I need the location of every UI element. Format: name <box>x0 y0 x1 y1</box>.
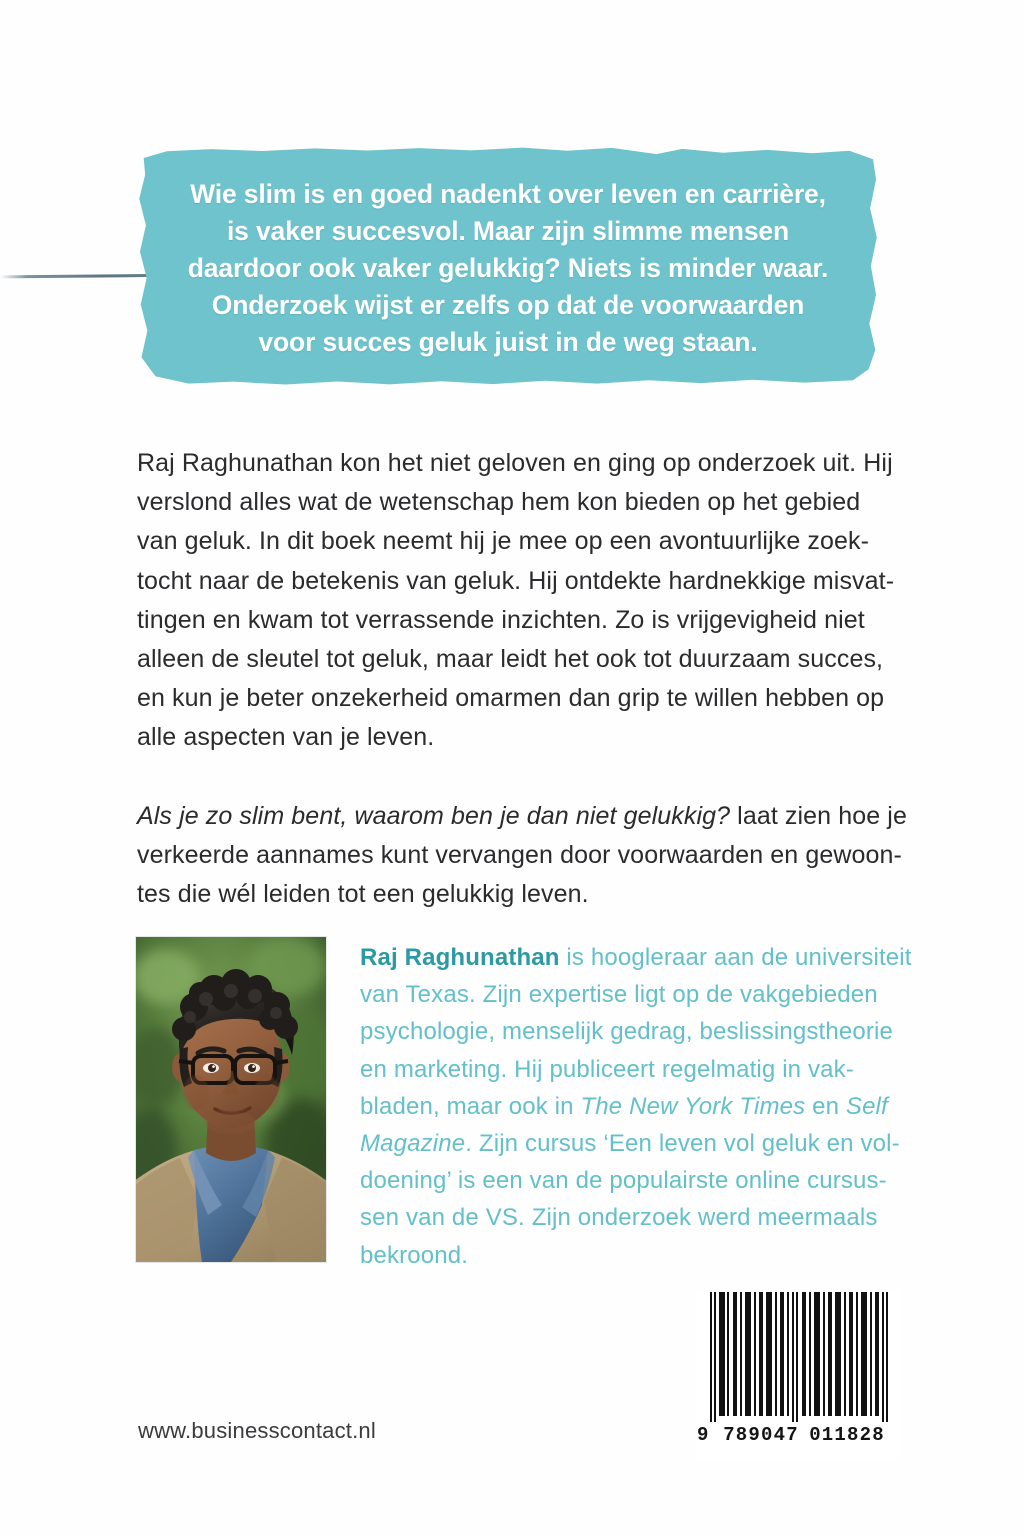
blurb-p2-line-3: tes die wél leiden tot een gelukkig leven. <box>137 880 589 909</box>
publication-self-part2: Magazine <box>360 1130 466 1158</box>
author-photo <box>136 937 326 1262</box>
quote-line-3: daardoor ook vaker gelukkig? Niets is minder waar. <box>187 253 829 283</box>
author-bio <box>360 939 912 1274</box>
author-bio-line-6-rest: . Zijn cursus ‘Een leven vol geluk en vol- <box>465 1130 900 1158</box>
author-name: Raj Raghunathan <box>360 944 560 971</box>
blurb-p1-line-1: Raj Raghunathan kon het niet geloven en ging op onderzoek uit. Hij <box>137 449 893 477</box>
quote-line-4: Onderzoek wijst er zelfs op dat de voorwaarden <box>211 290 805 320</box>
author-bio-line-4: en marketing. Hij publiceert regelmatig in vak- <box>360 1055 854 1083</box>
blurb-p1-line-3: van geluk. In dit boek neemt hij je mee op een avontuurlijke zoek- <box>137 527 870 556</box>
author-bio-line-7: doening’ is een van de populairste online cursus- <box>360 1167 887 1195</box>
author-bio-line-9: bekroond. <box>360 1241 469 1269</box>
barcode <box>697 1290 899 1458</box>
blurb-p1-line-2: verslond alles wat de wetenschap hem kon bieden op het gebied <box>137 488 861 517</box>
blurb-paragraph-2 <box>137 797 907 915</box>
author-bio-line-5-a: bladen, maar ook in <box>360 1092 581 1120</box>
spine-fold-line <box>0 274 148 278</box>
quote-panel <box>137 146 879 386</box>
blurb-p1-line-4: tocht naar de betekenis van geluk. Hij ontdekte hardnekkige misvat- <box>137 566 895 595</box>
blurb-p2-line-1-rest: laat zien hoe je <box>730 801 907 830</box>
publisher-website[interactable]: www.businesscontact.nl <box>138 1418 376 1443</box>
quote-text <box>137 176 879 361</box>
publication-nyt: The New York Times <box>580 1092 806 1120</box>
barcode-digits <box>697 1420 899 1450</box>
author-bio-line-8: sen van de VS. Zijn onderzoek werd meermaals <box>360 1204 878 1232</box>
book-title-italic: Als je zo slim bent, waarom ben je dan niet gelukkig? <box>137 801 731 830</box>
blurb-p2-line-2: verkeerde aannames kunt vervangen door voorwaarden en gewoon- <box>137 840 902 869</box>
blurb-p1-line-5: tingen en kwam tot verrassende inzichten. Zo is vrijgevigheid niet <box>137 605 865 634</box>
barcode-bars <box>697 1290 899 1422</box>
barcode-left-group: 789047 <box>723 1424 799 1446</box>
blurb-p2-line-1 <box>137 797 907 836</box>
blurb-column <box>137 444 907 914</box>
author-portrait-illustration <box>136 937 326 1262</box>
publication-self-part1: Self <box>845 1092 888 1120</box>
barcode-lead-digit: 9 <box>697 1424 710 1446</box>
quote-line-1: Wie slim is en goed nadenkt over leven en carrière, <box>190 179 826 209</box>
author-bio-line-5-b: en <box>805 1092 846 1120</box>
blurb-p1-line-8: alle aspecten van je leven. <box>137 723 435 752</box>
blurb-paragraph-1 <box>137 444 899 758</box>
blurb-p1-line-7: en kun je beter onzekerheid omarmen dan grip te willen hebben op <box>137 684 885 713</box>
author-bio-line-2: van Texas. Zijn expertise ligt op de vakgebieden <box>360 981 878 1009</box>
author-bio-line-1-rest: is hoogleraar aan de universiteit <box>559 944 912 971</box>
author-bio-line-3: psychologie, menselijk gedrag, beslissingstheorie <box>360 1018 893 1046</box>
barcode-right-group: 011828 <box>809 1424 885 1446</box>
quote-line-2: is vaker succesvol. Maar zijn slimme mensen <box>226 216 790 246</box>
quote-line-5: voor succes geluk juist in de weg staan. <box>258 327 758 357</box>
author-bio-line-6 <box>360 1125 902 1162</box>
author-bio-line-1 <box>360 939 912 976</box>
blurb-p1-line-6: alleen de sleutel tot geluk, maar leidt het ook tot duurzaam succes, <box>137 645 884 674</box>
author-bio-line-5 <box>360 1088 902 1125</box>
